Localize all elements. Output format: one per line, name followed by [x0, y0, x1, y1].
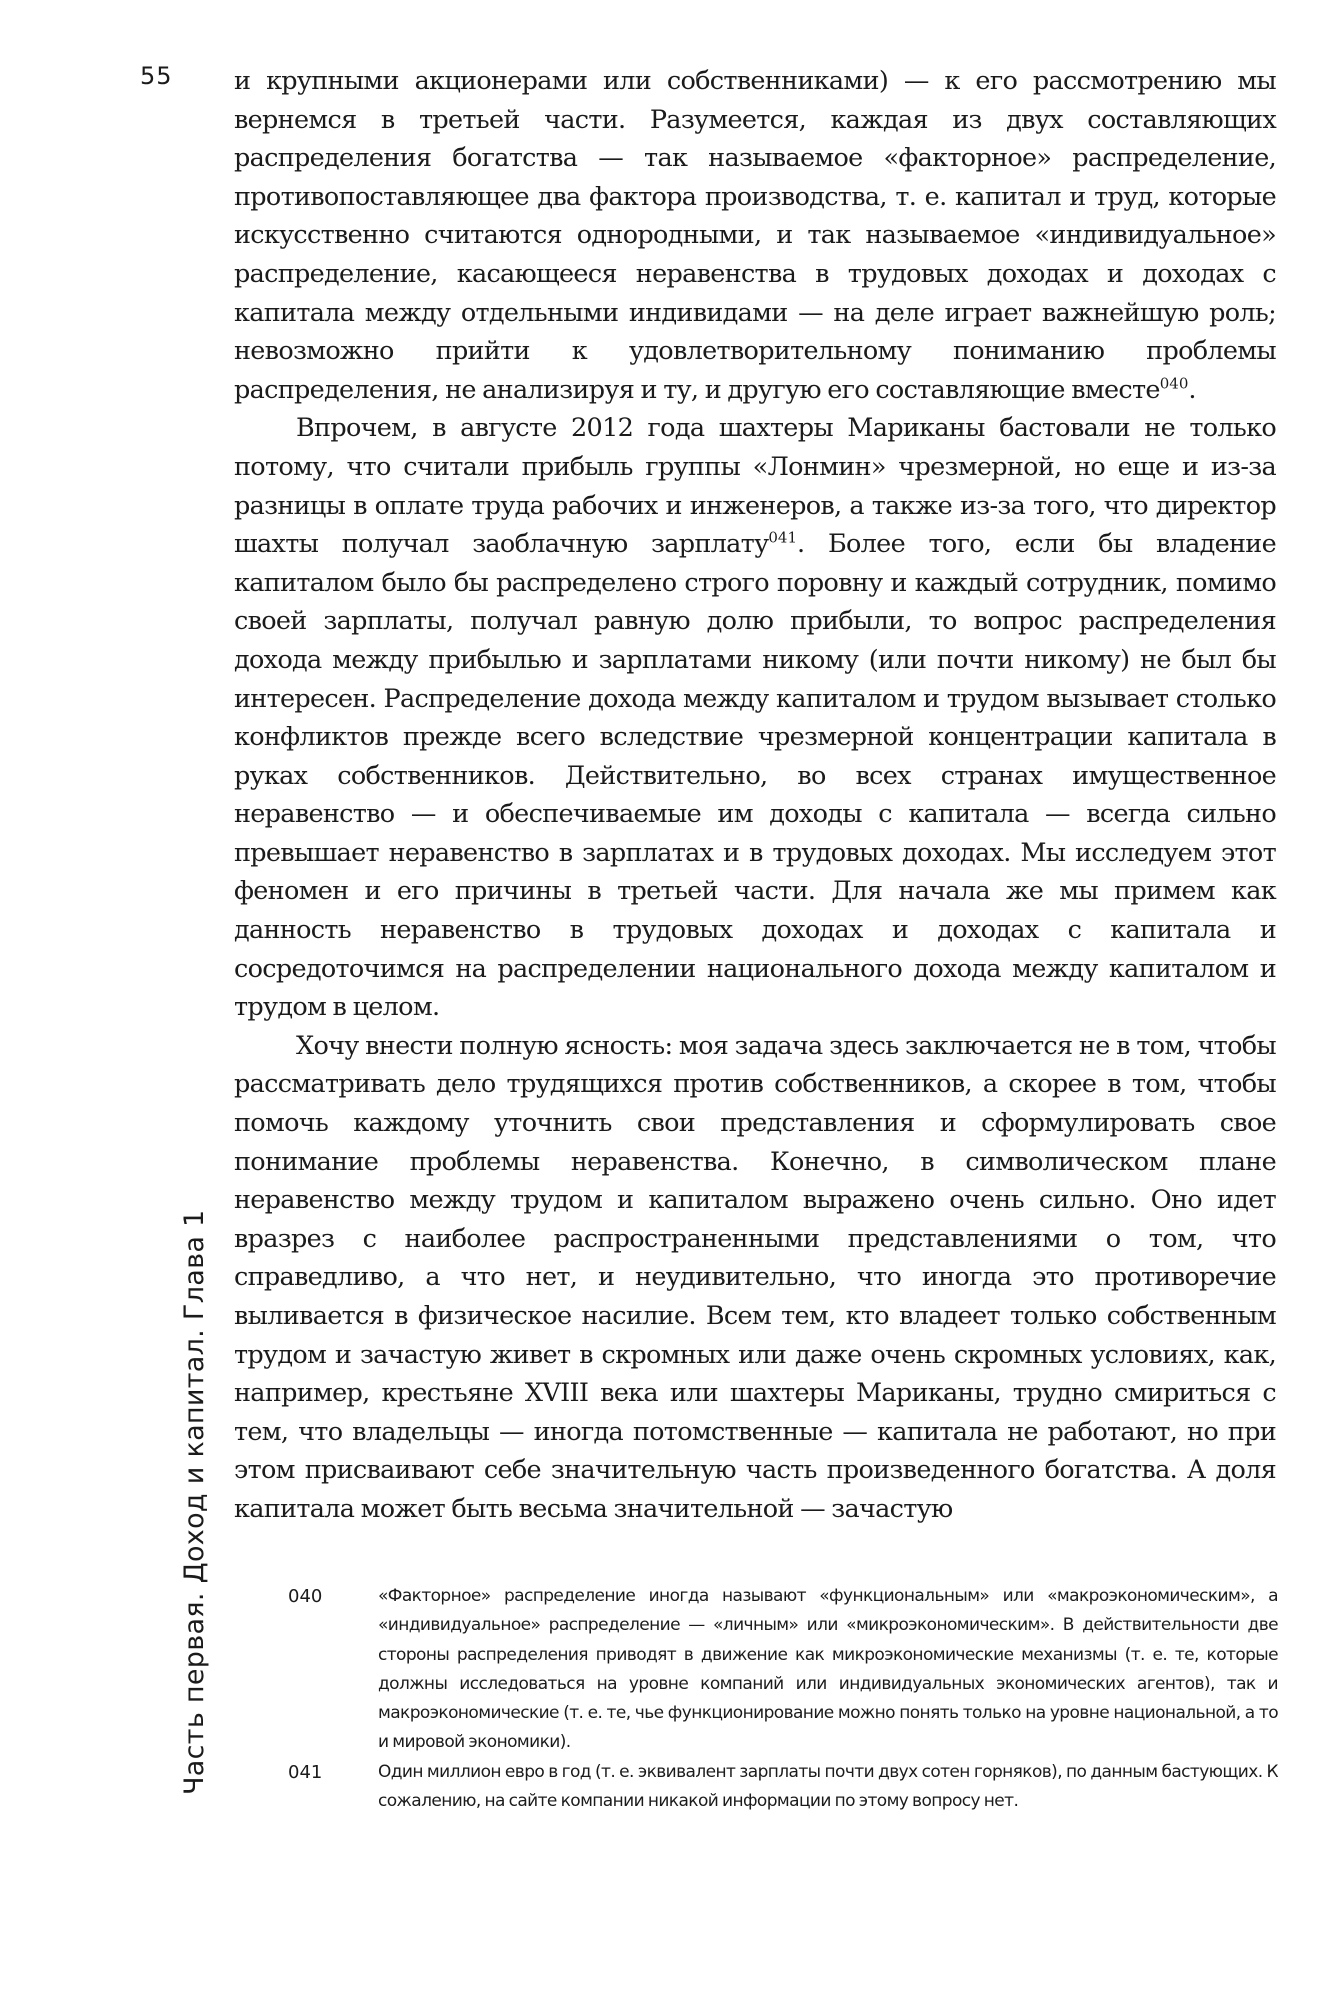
paragraph-1-end: . [1188, 374, 1196, 405]
footnote-text: «Факторное» распределение иногда называют «функциональным» или «макроэкономическим», а «индивидуальное» распределение — «личным» или «микроэкономическим». В действительности две стороны распределения приводят в движение как микроэкономические механизмы (т. е. те, которые должны исследоваться на уровне компаний или индивидуальных экономических агентов), так и макроэкономические (т. е. те, чье функционирование можно понять только на уровне национальной, а то и мировой экономики). [378, 1586, 1278, 1753]
paragraph-2-rest: . Более того, если бы владение капиталом было бы распределено строго поровну и каждый сотрудник, помимо своей зарплаты, получал равную долю прибыли, то вопрос распределения дохода между прибылью и зарплатами никому (или почти никому) не был бы интересен. Распределение дохода между капиталом и трудом вызывает столько конфликтов прежде всего вследствие чрезмерной концентрации капитала в руках собственников. Действительно, во всех странах имущественное неравенство — и обеспечиваемые им доходы с капитала — всегда сильно превышает неравенство в зарплатах и в трудовых доходах. Мы исследуем этот феномен и его причины в третьей части. Для начала же мы примем как данность неравенство в трудовых доходах и доходах с капитала и сосредоточимся на распределении национального дохода между капиталом и трудом в целом. [234, 529, 1276, 1023]
footnote-text: Один миллион евро в год (т. е. эквивалент зарплаты почти двух сотен горняков), по данным бастующих. К сожалению, на сайте компании никакой информации по этому вопросу нет. [378, 1761, 1278, 1812]
paragraph-1-text: и крупными акционерами или собственниками) — к его рассмотрению мы вернемся в третьей части. Разумеется, каждая из двух составляющих распределения богатства — так называемое «факторное» распределение, противопоставляющее два фактора производства, т. е. капитал и труд, которые искусственно считаются однородными, и так называемое «индивидуальное» распределение, касающееся неравенства в трудовых доходах и доходах с капитала между отдельными индивидами — на деле играет важнейшую роль; невозможно прийти к удовлетворительному пониманию проблемы распределения, не анализируя и ту, и другую его составляющие вместе [234, 66, 1276, 405]
footnote-ref-041[interactable]: 041 [768, 528, 798, 547]
footnote-041 [288, 1758, 1278, 1817]
main-text [234, 62, 1276, 1529]
paragraph [234, 409, 1276, 1027]
page-number: 55 [140, 62, 173, 90]
footnote-number: 040 [288, 1586, 323, 1607]
footnote-number: 041 [288, 1761, 323, 1783]
running-header-vertical: Часть первая. Доход и капитал. Глава 1 [179, 1209, 210, 1795]
footnote-040 [288, 1582, 1278, 1758]
footnote-ref-040[interactable]: 040 [1159, 374, 1189, 393]
paragraph-continuation [234, 62, 1276, 409]
footnotes [288, 1582, 1278, 1816]
paragraph-2-text: Впрочем, в августе 2012 года шахтеры Мариканы бастовали не только потому, что считали прибыль группы «Лонмин» чрезмерной, но еще и из-за разницы в оплате труда рабочих и инженеров, а также из-за того, что директор шахты получал заоблачную зарплату [234, 413, 1276, 560]
paragraph: Хочу внести полную ясность: моя задача здесь заключается не в том, чтобы рассматривать дело трудящихся против собственников, а скорее в том, чтобы помочь каждому уточнить свои представления и сформулировать свое понимание проблемы неравенства. Конечно, в символическом плане неравенство между трудом и капиталом выражено очень сильно. Оно идет вразрез с наиболее распространенными представлениями о том, что справедливо, а что нет, и неудивительно, что иногда это противоречие выливается в физическое насилие. Всем тем, кто владеет только собственным трудом и зачастую живет в скромных или даже очень скромных условиях, как, например, крестьяне XVIII века или шахтеры Мариканы, трудно смириться с тем, что владельцы — иногда потомственные — капитала не работают, но при этом присваивают себе значительную часть произведенного богатства. А доля капитала может быть весьма значительной — зачастую [234, 1030, 1276, 1524]
